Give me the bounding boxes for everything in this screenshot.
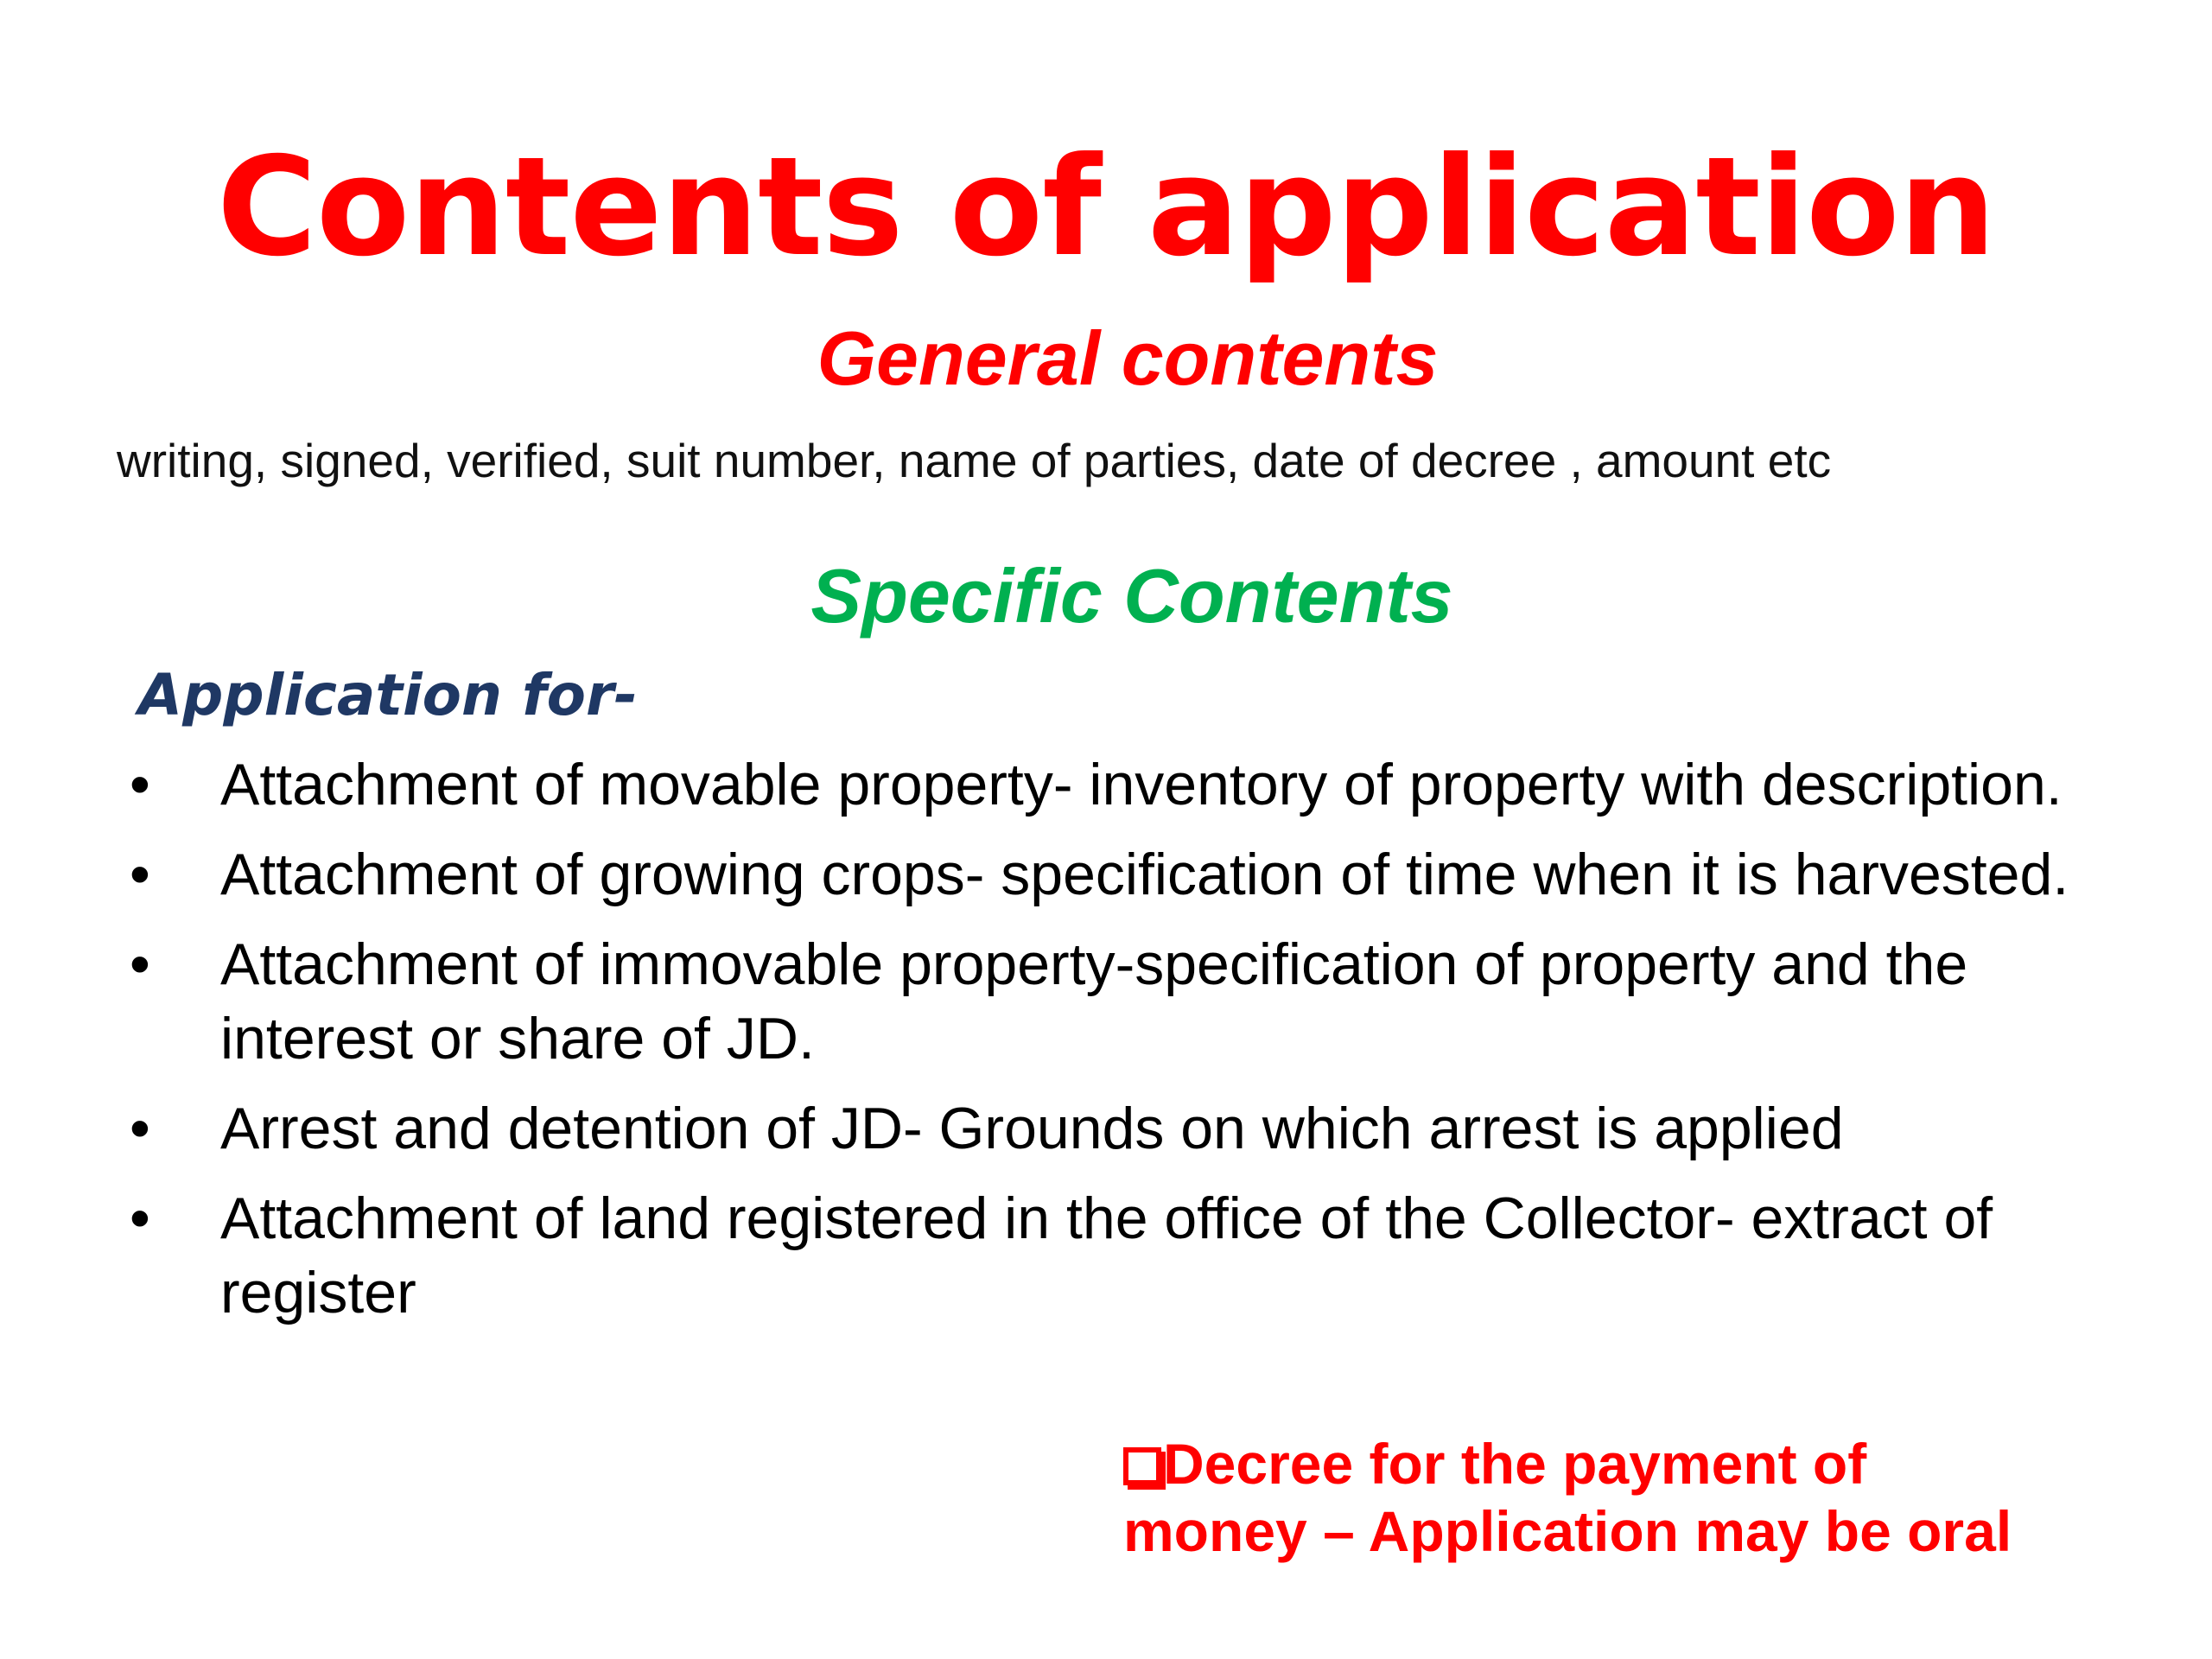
bullet-icon: • xyxy=(130,1185,150,1251)
bullet-text: Attachment of movable property- inventory of property with description. xyxy=(220,752,2063,817)
note-line-2: money – Application may be oral xyxy=(1123,1499,2012,1563)
checkbox-bullet-icon xyxy=(1123,1447,1161,1485)
general-contents-heading: General contents xyxy=(817,315,1439,401)
bullet-icon: • xyxy=(130,752,150,817)
bullet-item-immovable-property xyxy=(130,927,2117,1076)
bullet-text: Attachment of land registered in the office of the Collector- extract of register xyxy=(220,1185,1993,1325)
bullet-item-land-registered xyxy=(130,1181,2117,1330)
bullet-icon: • xyxy=(130,1096,150,1161)
bullet-text: Attachment of growing crops- specification of time when it is harvested. xyxy=(220,842,2069,907)
bullet-item-movable-property xyxy=(130,747,2117,822)
bullet-item-growing-crops xyxy=(130,837,2117,912)
note-line-1: Decree for the payment of xyxy=(1163,1432,1867,1496)
bullet-text: Attachment of immovable property-specification of property and the interest or share of JD. xyxy=(220,931,1968,1071)
bullet-list xyxy=(130,747,2117,1345)
bullet-icon: • xyxy=(130,842,150,907)
bullet-icon: • xyxy=(130,931,150,997)
specific-contents-heading: Specific Contents xyxy=(810,553,1453,639)
slide-title: Contents of application xyxy=(216,128,1996,287)
bullet-item-arrest-detention xyxy=(130,1091,2117,1166)
general-contents-text: writing, signed, verified, suit number, name of parties, date of decree , amount etc xyxy=(117,434,1832,487)
money-decree-note xyxy=(1123,1430,2117,1565)
bullet-text: Arrest and detention of JD- Grounds on which arrest is applied xyxy=(220,1096,1844,1161)
application-for-label: Application for- xyxy=(138,662,638,728)
